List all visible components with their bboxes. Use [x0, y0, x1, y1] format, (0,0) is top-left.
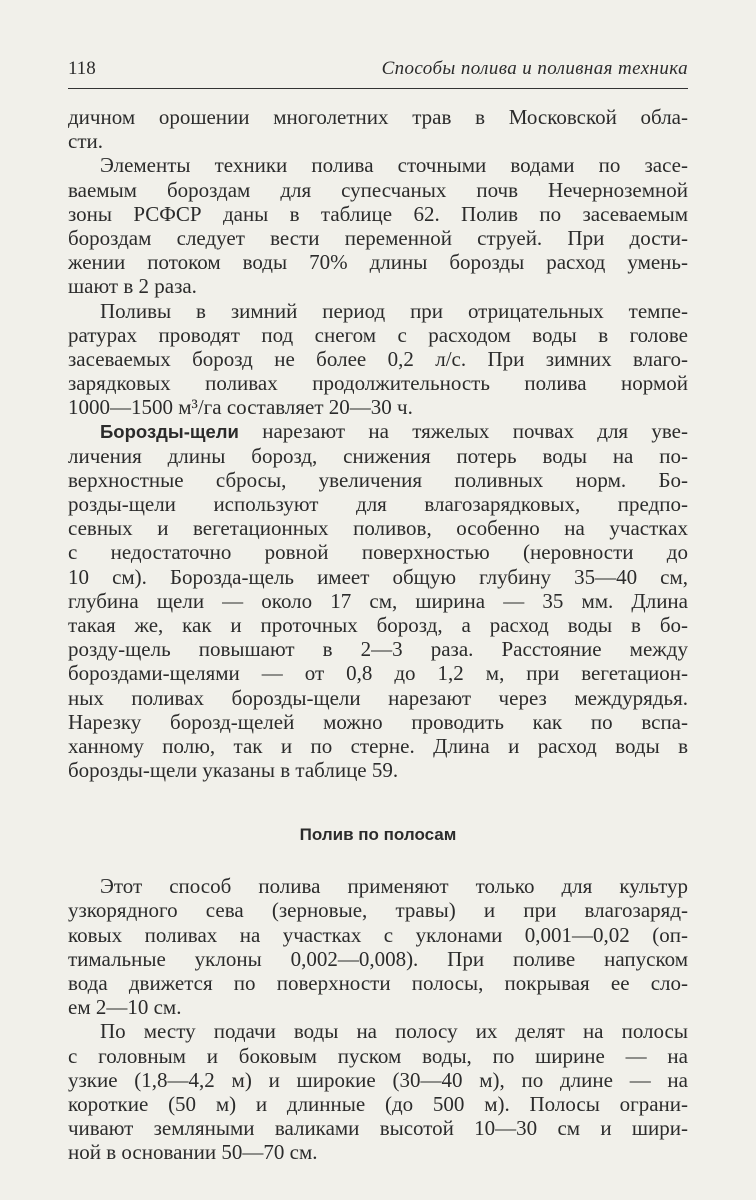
paragraph-4 — [68, 419, 688, 782]
paragraph-5 — [68, 874, 688, 1019]
text-line: дичном орошении многолетних трав в Московской обла- — [68, 105, 688, 129]
text-line: такая же, как и проточных борозд, а расход воды в бо- — [68, 612, 688, 637]
text-line: ковых поливах на участках с уклонами 0,001—0,02 (оп- — [68, 922, 688, 947]
text-line: По месту подачи воды на полосу их делят на полосы — [100, 1019, 688, 1044]
paragraph-1 — [68, 105, 688, 153]
text-line: вода движется по поверхности полосы, покрывая ее сло- — [68, 971, 688, 995]
text-line: зоны РСФСР даны в таблице 62. Полив по засеваемым — [68, 201, 688, 226]
text-line: ной в основании 50—70 см. — [68, 1140, 318, 1165]
text-line: ханному полю, так и по стерне. Длина и расход воды в — [68, 733, 688, 758]
text-line: Этот способ полива применяют только для культур — [100, 874, 688, 899]
text-line: Нарезку борозд-щелей можно проводить как по вспа- — [68, 709, 688, 734]
text-line: бороздами-щелями — от 0,8 до 1,2 м, при вегетацион- — [68, 661, 688, 686]
text-line: ваемым бороздам для супесчаных почв Нечерноземной — [68, 177, 688, 202]
text-line: севных и вегетационных поливов, особенно на участках — [68, 516, 688, 541]
paragraph-6 — [68, 1019, 688, 1164]
text-line: зарядковых поливах продолжительность полива нормой — [68, 371, 688, 396]
page-number: 118 — [68, 58, 96, 79]
text-line: розду-щель повышают в 2—3 раза. Расстояние между — [68, 637, 688, 662]
text-line — [68, 419, 688, 443]
text-line: ратурах проводят под снегом с расходом воды в голове — [68, 322, 688, 347]
text-line: сти. — [68, 129, 103, 154]
text-line: тимальные уклоны 0,002—0,008). При поливе напуском — [68, 946, 688, 971]
text-line: Элементы техники полива сточными водами по засе- — [100, 153, 688, 178]
text-line: Поливы в зимний период при отрицательных темпе- — [100, 298, 688, 323]
text-fragment: нарезают на тяжелых почвах для уве- — [238, 419, 688, 444]
text-line: засеваемых борозд не более 0,2 л/с. При зимних влаго- — [68, 346, 688, 371]
text-line: верхностные сбросы, увеличения поливных норм. Бо- — [68, 467, 688, 492]
header-rule — [68, 88, 688, 89]
running-head-title: Способы полива и поливная техника — [381, 58, 688, 79]
text-line: ных поливах борозды-щели нарезают через междурядья. — [68, 685, 688, 710]
text-line: с недостаточно ровной поверхностью (неровности до — [68, 540, 688, 565]
text-line: ем 2—10 см. — [68, 995, 182, 1020]
text-line: бороздам следует вести переменной струей. При дости- — [68, 225, 688, 250]
section-title: Полив по полосам — [299, 825, 457, 845]
text-line: узкорядного сева (зерновые, травы) и при влагозаряд- — [68, 898, 688, 923]
text-line: 1000—1500 м³/га составляет 20—30 ч. — [68, 395, 413, 420]
text-line: жении потоком воды 70% длины борозды расход умень- — [68, 250, 688, 275]
paragraph-2 — [68, 153, 688, 298]
text-line: 10 см). Борозда-щель имеет общую глубину 35—40 см, — [68, 564, 688, 589]
book-page — [68, 52, 688, 1165]
text-line: узкие (1,8—4,2 м) и широкие (30—40 м), по длине — на — [68, 1067, 688, 1092]
text-line: борозды-щели указаны в таблице 59. — [68, 758, 399, 783]
text-line: личения длины борозд, снижения потерь воды на по- — [68, 443, 688, 468]
paragraph-3 — [68, 299, 688, 420]
running-head — [68, 52, 688, 86]
text-line: с головным и боковым пуском воды, по ширине — на — [68, 1043, 688, 1068]
term-furrow-slits: Борозды-щели — [100, 421, 239, 443]
text-line: розды-щели используют для влагозарядковых, предпо- — [68, 492, 688, 516]
text-line: короткие (50 м) и длинные (до 500 м). Полосы ограни- — [68, 1091, 688, 1116]
text-line: чивают земляными валиками высотой 10—30 см и шири- — [68, 1116, 688, 1141]
text-line: шают в 2 раза. — [68, 274, 197, 299]
text-line: глубина щели — около 17 см, ширина — 35 мм. Длина — [68, 588, 688, 613]
